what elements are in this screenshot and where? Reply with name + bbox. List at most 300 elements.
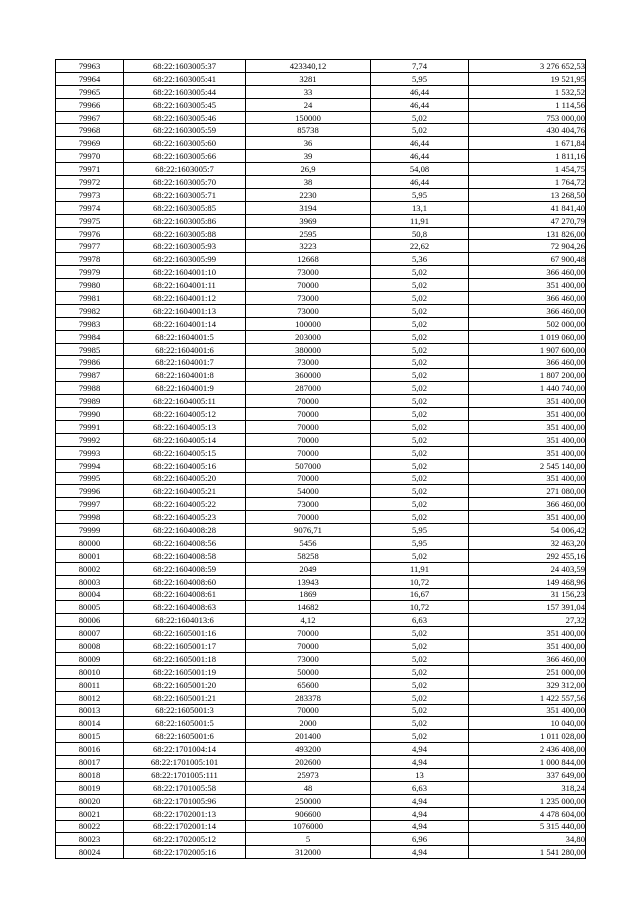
cadastral-number-cell: 68:22:1604001:8 <box>124 369 246 382</box>
rate-cell: 5,02 <box>371 279 469 292</box>
row-number-cell: 79990 <box>56 408 124 421</box>
row-number-cell: 79981 <box>56 292 124 305</box>
value-cell: 1 532,52 <box>469 85 586 98</box>
row-number-cell: 79993 <box>56 446 124 459</box>
value-cell: 1 764,72 <box>469 176 586 189</box>
row-number-cell: 79985 <box>56 343 124 356</box>
cadastral-value-table <box>55 59 586 859</box>
cadastral-number-cell: 68:22:1701005:96 <box>124 794 246 807</box>
table-row <box>56 137 586 150</box>
row-number-cell: 80022 <box>56 820 124 833</box>
value-cell: 351 400,00 <box>469 433 586 446</box>
area-cell: 3281 <box>246 72 371 85</box>
cadastral-number-cell: 68:22:1604001:6 <box>124 343 246 356</box>
table-row <box>56 588 586 601</box>
value-cell: 54 006,42 <box>469 524 586 537</box>
cadastral-number-cell: 68:22:1604008:58 <box>124 549 246 562</box>
area-cell: 70000 <box>246 640 371 653</box>
value-cell: 41 841,40 <box>469 201 586 214</box>
table-row <box>56 317 586 330</box>
area-cell: 73000 <box>246 304 371 317</box>
rate-cell: 13 <box>371 768 469 781</box>
row-number-cell: 80015 <box>56 730 124 743</box>
area-cell: 73000 <box>246 292 371 305</box>
area-cell: 507000 <box>246 459 371 472</box>
table-row <box>56 124 586 137</box>
value-cell: 1 807 200,00 <box>469 369 586 382</box>
row-number-cell: 79996 <box>56 485 124 498</box>
row-number-cell: 80009 <box>56 652 124 665</box>
area-cell: 3194 <box>246 201 371 214</box>
area-cell: 70000 <box>246 420 371 433</box>
rate-cell: 5,02 <box>371 472 469 485</box>
table-row <box>56 72 586 85</box>
row-number-cell: 80008 <box>56 640 124 653</box>
value-cell: 1 541 280,00 <box>469 846 586 859</box>
row-number-cell: 79978 <box>56 253 124 266</box>
area-cell: 3969 <box>246 214 371 227</box>
row-number-cell: 80003 <box>56 575 124 588</box>
rate-cell: 5,02 <box>371 420 469 433</box>
rate-cell: 5,95 <box>371 188 469 201</box>
rate-cell: 5,95 <box>371 536 469 549</box>
table-row <box>56 627 586 640</box>
rate-cell: 13,1 <box>371 201 469 214</box>
rate-cell: 5,02 <box>371 446 469 459</box>
value-cell: 1 000 844,00 <box>469 756 586 769</box>
area-cell: 33 <box>246 85 371 98</box>
rate-cell: 5,02 <box>371 382 469 395</box>
value-cell: 2 545 140,00 <box>469 459 586 472</box>
table-row <box>56 781 586 794</box>
area-cell: 50000 <box>246 665 371 678</box>
rate-cell: 5,02 <box>371 266 469 279</box>
table-row <box>56 704 586 717</box>
table-row <box>56 846 586 859</box>
area-cell: 1869 <box>246 588 371 601</box>
rate-cell: 4,94 <box>371 807 469 820</box>
rate-cell: 5,36 <box>371 253 469 266</box>
cadastral-number-cell: 68:22:1604005:22 <box>124 498 246 511</box>
value-cell: 351 400,00 <box>469 420 586 433</box>
cadastral-number-cell: 68:22:1604005:15 <box>124 446 246 459</box>
value-cell: 366 460,00 <box>469 356 586 369</box>
row-number-cell: 79998 <box>56 511 124 524</box>
table-row <box>56 614 586 627</box>
row-number-cell: 79967 <box>56 111 124 124</box>
table-row <box>56 562 586 575</box>
area-cell: 25973 <box>246 768 371 781</box>
rate-cell: 10,72 <box>371 575 469 588</box>
cadastral-number-cell: 68:22:1603005:66 <box>124 150 246 163</box>
rate-cell: 16,67 <box>371 588 469 601</box>
row-number-cell: 80004 <box>56 588 124 601</box>
value-cell: 32 463,20 <box>469 536 586 549</box>
row-number-cell: 80010 <box>56 665 124 678</box>
table-row <box>56 446 586 459</box>
row-number-cell: 80002 <box>56 562 124 575</box>
cadastral-number-cell: 68:22:1605001:16 <box>124 627 246 640</box>
row-number-cell: 79969 <box>56 137 124 150</box>
rate-cell: 46,44 <box>371 150 469 163</box>
area-cell: 58258 <box>246 549 371 562</box>
table-row <box>56 794 586 807</box>
value-cell: 157 391,04 <box>469 601 586 614</box>
cadastral-number-cell: 68:22:1603005:71 <box>124 188 246 201</box>
table-row <box>56 98 586 111</box>
rate-cell: 5,02 <box>371 343 469 356</box>
rate-cell: 5,02 <box>371 691 469 704</box>
value-cell: 351 400,00 <box>469 472 586 485</box>
table-row <box>56 485 586 498</box>
value-cell: 366 460,00 <box>469 266 586 279</box>
rate-cell: 10,72 <box>371 601 469 614</box>
table-row <box>56 652 586 665</box>
row-number-cell: 79972 <box>56 176 124 189</box>
table-row <box>56 575 586 588</box>
value-cell: 72 904,26 <box>469 240 586 253</box>
area-cell: 203000 <box>246 330 371 343</box>
table-row <box>56 85 586 98</box>
area-cell: 36 <box>246 137 371 150</box>
area-cell: 150000 <box>246 111 371 124</box>
table-row <box>56 279 586 292</box>
cadastral-number-cell: 68:22:1604001:7 <box>124 356 246 369</box>
row-number-cell: 79988 <box>56 382 124 395</box>
value-cell: 337 649,00 <box>469 768 586 781</box>
value-cell: 351 400,00 <box>469 627 586 640</box>
value-cell: 251 000,00 <box>469 665 586 678</box>
area-cell: 70000 <box>246 627 371 640</box>
area-cell: 38 <box>246 176 371 189</box>
rate-cell: 5,02 <box>371 317 469 330</box>
rate-cell: 5,02 <box>371 678 469 691</box>
rate-cell: 5,95 <box>371 72 469 85</box>
rate-cell: 7,74 <box>371 60 469 73</box>
table-row <box>56 833 586 846</box>
rate-cell: 11,91 <box>371 562 469 575</box>
row-number-cell: 80005 <box>56 601 124 614</box>
value-cell: 351 400,00 <box>469 279 586 292</box>
cadastral-number-cell: 68:22:1603005:99 <box>124 253 246 266</box>
cadastral-number-cell: 68:22:1604001:14 <box>124 317 246 330</box>
row-number-cell: 79991 <box>56 420 124 433</box>
rate-cell: 5,02 <box>371 395 469 408</box>
table-row <box>56 678 586 691</box>
area-cell: 423340,12 <box>246 60 371 73</box>
value-cell: 366 460,00 <box>469 304 586 317</box>
area-cell: 48 <box>246 781 371 794</box>
value-cell: 753 000,00 <box>469 111 586 124</box>
cadastral-number-cell: 68:22:1603005:46 <box>124 111 246 124</box>
row-number-cell: 80017 <box>56 756 124 769</box>
rate-cell: 5,02 <box>371 652 469 665</box>
value-cell: 1 011 028,00 <box>469 730 586 743</box>
value-cell: 502 000,00 <box>469 317 586 330</box>
cadastral-number-cell: 68:22:1701004:14 <box>124 743 246 756</box>
cadastral-number-cell: 68:22:1604005:11 <box>124 395 246 408</box>
cadastral-number-cell: 68:22:1603005:93 <box>124 240 246 253</box>
rate-cell: 5,02 <box>371 549 469 562</box>
area-cell: 73000 <box>246 356 371 369</box>
cadastral-number-cell: 68:22:1605001:5 <box>124 717 246 730</box>
table-row <box>56 304 586 317</box>
cadastral-number-cell: 68:22:1702001:13 <box>124 807 246 820</box>
rate-cell: 5,02 <box>371 665 469 678</box>
row-number-cell: 79980 <box>56 279 124 292</box>
table-row <box>56 188 586 201</box>
row-number-cell: 79994 <box>56 459 124 472</box>
value-cell: 271 080,00 <box>469 485 586 498</box>
area-cell: 14682 <box>246 601 371 614</box>
table-row <box>56 343 586 356</box>
cadastral-number-cell: 68:22:1701005:101 <box>124 756 246 769</box>
rate-cell: 5,02 <box>371 408 469 421</box>
cadastral-number-cell: 68:22:1605001:20 <box>124 678 246 691</box>
table-row <box>56 292 586 305</box>
area-cell: 5456 <box>246 536 371 549</box>
cadastral-number-cell: 68:22:1604005:12 <box>124 408 246 421</box>
table-row <box>56 536 586 549</box>
table-row <box>56 498 586 511</box>
row-number-cell: 79986 <box>56 356 124 369</box>
value-cell: 149 468,96 <box>469 575 586 588</box>
area-cell: 250000 <box>246 794 371 807</box>
value-cell: 1 019 060,00 <box>469 330 586 343</box>
table-row <box>56 601 586 614</box>
row-number-cell: 79979 <box>56 266 124 279</box>
area-cell: 13943 <box>246 575 371 588</box>
value-cell: 34,80 <box>469 833 586 846</box>
rate-cell: 5,02 <box>371 330 469 343</box>
value-cell: 351 400,00 <box>469 704 586 717</box>
rate-cell: 5,02 <box>371 124 469 137</box>
row-number-cell: 79999 <box>56 524 124 537</box>
row-number-cell: 79983 <box>56 317 124 330</box>
area-cell: 73000 <box>246 498 371 511</box>
area-cell: 70000 <box>246 704 371 717</box>
rate-cell: 5,02 <box>371 498 469 511</box>
rate-cell: 4,94 <box>371 794 469 807</box>
value-cell: 430 404,76 <box>469 124 586 137</box>
row-number-cell: 80019 <box>56 781 124 794</box>
cadastral-number-cell: 68:22:1603005:41 <box>124 72 246 85</box>
rate-cell: 6,63 <box>371 614 469 627</box>
rate-cell: 5,02 <box>371 485 469 498</box>
value-cell: 2 436 408,00 <box>469 743 586 756</box>
cadastral-number-cell: 68:22:1603005:44 <box>124 85 246 98</box>
value-cell: 67 900,48 <box>469 253 586 266</box>
cadastral-number-cell: 68:22:1604001:12 <box>124 292 246 305</box>
area-cell: 70000 <box>246 446 371 459</box>
rate-cell: 5,02 <box>371 433 469 446</box>
cadastral-number-cell: 68:22:1603005:45 <box>124 98 246 111</box>
rate-cell: 46,44 <box>371 98 469 111</box>
rate-cell: 4,94 <box>371 756 469 769</box>
value-cell: 5 315 440,00 <box>469 820 586 833</box>
table-row <box>56 549 586 562</box>
area-cell: 312000 <box>246 846 371 859</box>
area-cell: 5 <box>246 833 371 846</box>
row-number-cell: 79964 <box>56 72 124 85</box>
cadastral-number-cell: 68:22:1604001:13 <box>124 304 246 317</box>
area-cell: 70000 <box>246 472 371 485</box>
value-cell: 1 671,84 <box>469 137 586 150</box>
cadastral-number-cell: 68:22:1604005:14 <box>124 433 246 446</box>
cadastral-number-cell: 68:22:1605001:6 <box>124 730 246 743</box>
table-row <box>56 176 586 189</box>
table-row <box>56 240 586 253</box>
rate-cell: 6,63 <box>371 781 469 794</box>
value-cell: 13 268,50 <box>469 188 586 201</box>
cadastral-number-cell: 68:22:1701005:58 <box>124 781 246 794</box>
value-cell: 366 460,00 <box>469 292 586 305</box>
row-number-cell: 79965 <box>56 85 124 98</box>
value-cell: 1 235 000,00 <box>469 794 586 807</box>
row-number-cell: 80016 <box>56 743 124 756</box>
table-row <box>56 60 586 73</box>
table-row <box>56 150 586 163</box>
value-cell: 47 270,79 <box>469 214 586 227</box>
rate-cell: 6,96 <box>371 833 469 846</box>
table-row <box>56 691 586 704</box>
rate-cell: 5,02 <box>371 511 469 524</box>
area-cell: 70000 <box>246 395 371 408</box>
cadastral-number-cell: 68:22:1604008:56 <box>124 536 246 549</box>
table-row <box>56 433 586 446</box>
area-cell: 73000 <box>246 652 371 665</box>
area-cell: 54000 <box>246 485 371 498</box>
table-row <box>56 369 586 382</box>
rate-cell: 5,02 <box>371 292 469 305</box>
area-cell: 12668 <box>246 253 371 266</box>
table-row <box>56 382 586 395</box>
table-row <box>56 253 586 266</box>
area-cell: 85738 <box>246 124 371 137</box>
area-cell: 201400 <box>246 730 371 743</box>
row-number-cell: 79989 <box>56 395 124 408</box>
rate-cell: 5,02 <box>371 304 469 317</box>
rate-cell: 4,94 <box>371 743 469 756</box>
area-cell: 1076000 <box>246 820 371 833</box>
area-cell: 380000 <box>246 343 371 356</box>
table-row <box>56 227 586 240</box>
area-cell: 9076,71 <box>246 524 371 537</box>
cadastral-number-cell: 68:22:1605001:21 <box>124 691 246 704</box>
table-row <box>56 214 586 227</box>
value-cell: 292 455,16 <box>469 549 586 562</box>
cadastral-number-cell: 68:22:1604001:9 <box>124 382 246 395</box>
cadastral-number-cell: 68:22:1604001:5 <box>124 330 246 343</box>
cadastral-number-cell: 68:22:1702005:16 <box>124 846 246 859</box>
row-number-cell: 80006 <box>56 614 124 627</box>
row-number-cell: 80020 <box>56 794 124 807</box>
table-row <box>56 395 586 408</box>
area-cell: 2000 <box>246 717 371 730</box>
table-body <box>56 60 586 859</box>
area-cell: 287000 <box>246 382 371 395</box>
value-cell: 1 114,56 <box>469 98 586 111</box>
area-cell: 70000 <box>246 279 371 292</box>
table-row <box>56 665 586 678</box>
cadastral-number-cell: 68:22:1605001:17 <box>124 640 246 653</box>
value-cell: 351 400,00 <box>469 511 586 524</box>
value-cell: 329 312,00 <box>469 678 586 691</box>
rate-cell: 5,02 <box>371 111 469 124</box>
area-cell: 39 <box>246 150 371 163</box>
cadastral-number-cell: 68:22:1604008:60 <box>124 575 246 588</box>
value-cell: 131 826,00 <box>469 227 586 240</box>
cadastral-number-cell: 68:22:1604013:6 <box>124 614 246 627</box>
row-number-cell: 79968 <box>56 124 124 137</box>
row-number-cell: 80014 <box>56 717 124 730</box>
area-cell: 26,9 <box>246 163 371 176</box>
cadastral-number-cell: 68:22:1604005:21 <box>124 485 246 498</box>
row-number-cell: 80000 <box>56 536 124 549</box>
rate-cell: 11,91 <box>371 214 469 227</box>
row-number-cell: 79973 <box>56 188 124 201</box>
table-row <box>56 163 586 176</box>
row-number-cell: 79970 <box>56 150 124 163</box>
row-number-cell: 79995 <box>56 472 124 485</box>
row-number-cell: 80021 <box>56 807 124 820</box>
rate-cell: 5,02 <box>371 369 469 382</box>
cadastral-number-cell: 68:22:1701005:111 <box>124 768 246 781</box>
area-cell: 65600 <box>246 678 371 691</box>
value-cell: 351 400,00 <box>469 408 586 421</box>
row-number-cell: 79987 <box>56 369 124 382</box>
value-cell: 351 400,00 <box>469 446 586 459</box>
table-row <box>56 717 586 730</box>
area-cell: 2049 <box>246 562 371 575</box>
table-row <box>56 524 586 537</box>
table-row <box>56 820 586 833</box>
cadastral-number-cell: 68:22:1603005:85 <box>124 201 246 214</box>
row-number-cell: 79992 <box>56 433 124 446</box>
cadastral-number-cell: 68:22:1702001:14 <box>124 820 246 833</box>
cadastral-number-cell: 68:22:1702005:12 <box>124 833 246 846</box>
value-cell: 3 276 652,53 <box>469 60 586 73</box>
area-cell: 73000 <box>246 266 371 279</box>
cadastral-number-cell: 68:22:1603005:86 <box>124 214 246 227</box>
rate-cell: 22,62 <box>371 240 469 253</box>
row-number-cell: 79984 <box>56 330 124 343</box>
value-cell: 1 422 557,56 <box>469 691 586 704</box>
value-cell: 27,32 <box>469 614 586 627</box>
cadastral-number-cell: 68:22:1605001:19 <box>124 665 246 678</box>
rate-cell: 46,44 <box>371 85 469 98</box>
cadastral-number-cell: 68:22:1605001:18 <box>124 652 246 665</box>
row-number-cell: 80018 <box>56 768 124 781</box>
rate-cell: 4,94 <box>371 846 469 859</box>
value-cell: 366 460,00 <box>469 652 586 665</box>
table-row <box>56 111 586 124</box>
rate-cell: 54,08 <box>371 163 469 176</box>
area-cell: 493200 <box>246 743 371 756</box>
rate-cell: 5,02 <box>371 356 469 369</box>
table-row <box>56 640 586 653</box>
row-number-cell: 80012 <box>56 691 124 704</box>
cadastral-number-cell: 68:22:1603005:7 <box>124 163 246 176</box>
area-cell: 24 <box>246 98 371 111</box>
rate-cell: 5,02 <box>371 459 469 472</box>
value-cell: 1 440 740,00 <box>469 382 586 395</box>
cadastral-number-cell: 68:22:1604005:20 <box>124 472 246 485</box>
value-cell: 1 454,75 <box>469 163 586 176</box>
area-cell: 3223 <box>246 240 371 253</box>
area-cell: 360000 <box>246 369 371 382</box>
area-cell: 4,12 <box>246 614 371 627</box>
